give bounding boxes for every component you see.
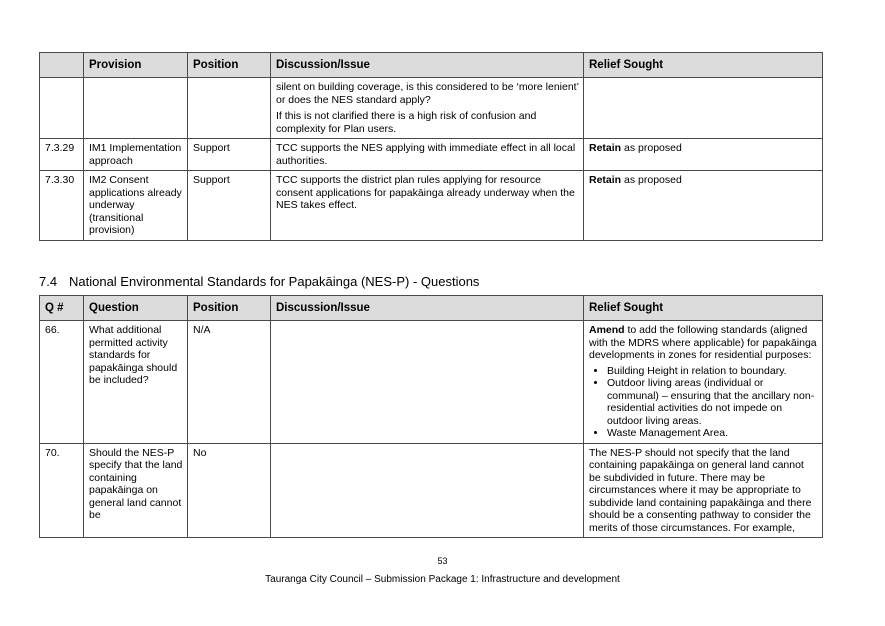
page-number: 53: [437, 556, 448, 566]
row-discussion: [271, 443, 584, 538]
table-header-row: [40, 296, 823, 321]
list-item: • Waste Management Area.: [607, 427, 818, 440]
relief-action: Retain: [589, 142, 622, 154]
list-item: • Outdoor living areas (individual or communal) – ensuring that the ancillary non-residential activities do not impede on outdoor living areas.: [607, 377, 818, 427]
header-provision: Provision: [84, 53, 188, 78]
questions-table: [39, 295, 823, 538]
row-relief: The NES-P should not specify that the land containing papakāinga on general land cannot be subdivided in future. There may be circumstances where it may be appropriate to subdivide land containing papakāinga and there should be a consenting pathway to consider the merits of those circumstances. For example,: [584, 443, 823, 538]
section-number: 7.4: [39, 274, 58, 289]
relief-text: as proposed: [621, 174, 682, 186]
row-position: Support: [188, 171, 271, 241]
header-number: [40, 53, 84, 78]
table-row: [40, 139, 823, 171]
row-relief: [584, 139, 823, 171]
row-question: What additional permitted activity standards for papakāinga should be included?: [84, 321, 188, 444]
header-question-number: Q #: [40, 296, 84, 321]
row-number: [40, 78, 84, 139]
provisions-table: [39, 52, 823, 241]
row-position: No: [188, 443, 271, 538]
row-number: 7.3.30: [40, 171, 84, 241]
discussion-paragraph: If this is not clarified there is a high risk of confusion and complexity for Plan users.: [276, 110, 537, 135]
row-number: 66.: [40, 321, 84, 444]
table-row: [40, 171, 823, 241]
section-heading: [39, 274, 479, 289]
list-item: • Building Height in relation to boundary.: [607, 365, 818, 378]
row-discussion: [271, 78, 584, 139]
relief-text: to add the following standards (aligned with the MDRS where applicable) for papakāinga developments in zones for residential purposes:: [589, 324, 817, 361]
table-header-row: [40, 53, 823, 78]
table-row: [40, 443, 823, 538]
row-relief: [584, 171, 823, 241]
header-position: Position: [188, 296, 271, 321]
relief-intro: [589, 324, 818, 362]
discussion-paragraph: silent on building coverage, is this considered to be ‘more lenient’ or does the NES standard apply?: [276, 81, 579, 106]
row-position: Support: [188, 139, 271, 171]
table-row: [40, 321, 823, 444]
relief-action: Amend: [589, 324, 625, 336]
relief-bullet-list: [589, 365, 818, 440]
header-discussion: Discussion/Issue: [271, 296, 584, 321]
header-relief: Relief Sought: [584, 296, 823, 321]
row-question: Should the NES-P specify that the land containing papakāinga on general land cannot be: [84, 443, 188, 538]
row-relief: [584, 321, 823, 444]
row-provision: IM1 Implementation approach: [84, 139, 188, 171]
row-provision: IM2 Consent applications already underway (transitional provision): [84, 171, 188, 241]
row-relief: [584, 78, 823, 139]
row-number: 70.: [40, 443, 84, 538]
row-position: N/A: [188, 321, 271, 444]
row-number: 7.3.29: [40, 139, 84, 171]
section-title: National Environmental Standards for Papakāinga (NES-P) - Questions: [69, 274, 480, 289]
row-discussion: TCC supports the district plan rules applying for resource consent applications for papakāinga already underway when the NES takes effect.: [271, 171, 584, 241]
relief-text: as proposed: [621, 142, 682, 154]
table-row: [40, 78, 823, 139]
header-question: Question: [84, 296, 188, 321]
page-footer: Tauranga City Council – Submission Package 1: Infrastructure and development: [265, 574, 620, 585]
row-discussion: [271, 321, 584, 444]
header-relief: Relief Sought: [584, 53, 823, 78]
row-provision: [84, 78, 188, 139]
row-discussion: TCC supports the NES applying with immediate effect in all local authorities.: [271, 139, 584, 171]
header-discussion: Discussion/Issue: [271, 53, 584, 78]
relief-action: Retain: [589, 174, 622, 186]
row-position: [188, 78, 271, 139]
header-position: Position: [188, 53, 271, 78]
